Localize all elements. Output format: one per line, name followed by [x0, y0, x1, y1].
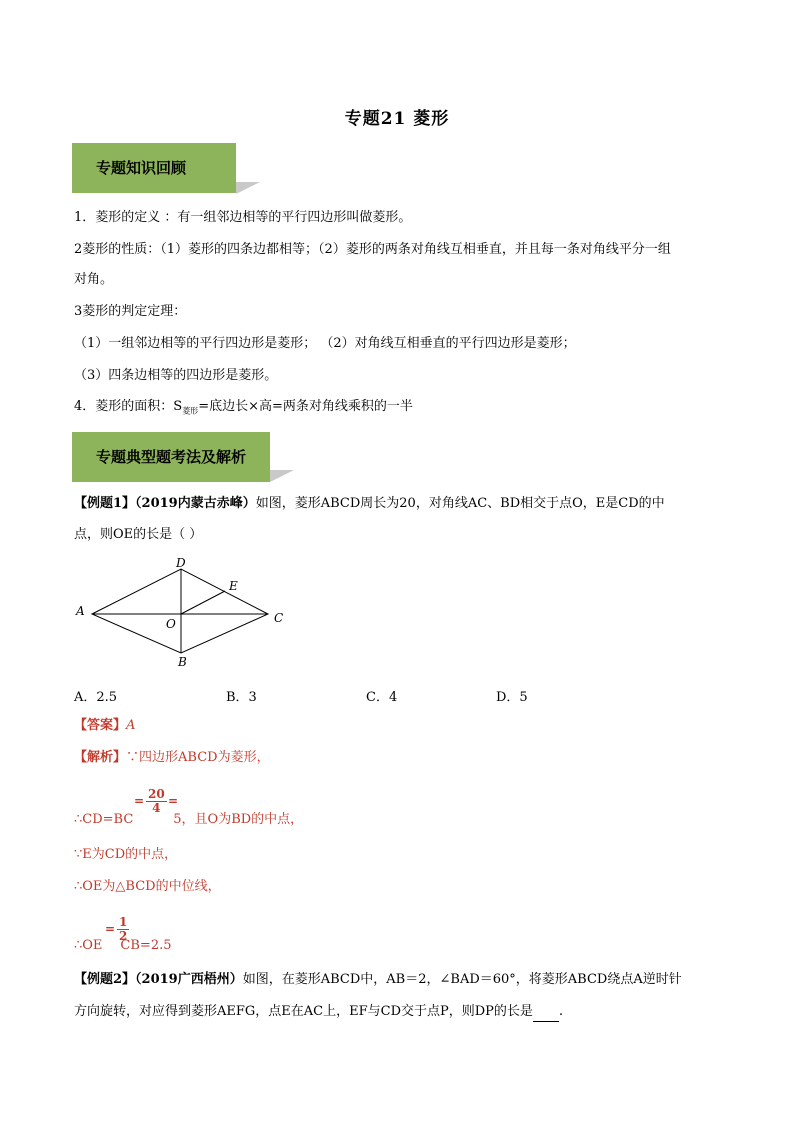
example2-question-line2 [74, 1002, 563, 1022]
fraction-numerator: 1 [119, 915, 128, 929]
answer-blank [533, 1007, 559, 1022]
analysis2-suffix: 5，且O为BD的中点， [173, 812, 304, 827]
section-banner-examples: 专题典型题考法及解析 [72, 432, 270, 482]
knowledge-item-2-cont: 对角。 [74, 272, 114, 287]
banner-tail-decoration [270, 470, 294, 482]
label-e: E [229, 579, 238, 593]
option-b: B．3 [226, 690, 257, 705]
example2-question-line1 [74, 970, 682, 990]
example1-question-text: 如图，菱形ABCD周长为20，对角线AC、BD相交于点O，E是CD的中 [255, 496, 665, 511]
example2-question-text2: 方向旋转，对应得到菱形AEFG，点E在AC上，EF与CD交于点P，则DP的长是 [74, 1004, 533, 1019]
section-banner-knowledge: 专题知识回顾 [72, 143, 236, 193]
label-a: A [76, 604, 85, 618]
analysis-line2 [74, 810, 303, 830]
area-prefix: 4．菱形的面积：S [74, 399, 183, 414]
knowledge-item-4 [74, 397, 413, 422]
answer-line [74, 716, 135, 736]
fraction-1-over-2: = 1 2 [105, 915, 128, 943]
example1-tag: 【例题1】 [74, 496, 136, 511]
analysis-line4: ∴OE为△BCD的中位线， [74, 879, 221, 894]
label-c: C [274, 611, 284, 625]
label-d: D [176, 556, 186, 570]
example1-question-line2: 点，则OE的长是（ ） [74, 527, 203, 542]
example2-end: . [558, 1004, 564, 1019]
answer-value: A [126, 718, 136, 733]
analysis-line3: ∵E为CD的中点， [74, 847, 178, 862]
analysis5-suffix: CB=2.5 [120, 938, 172, 953]
knowledge-item-1: 1．菱形的定义 ：有一组邻边相等的平行四边形叫做菱形。 [74, 210, 412, 225]
analysis-text1: ∵四边形ABCD为菱形， [126, 750, 270, 765]
knowledge-item-2: 2菱形的性质：（1）菱形的四条边都相等；（2）菱形的两条对角线互相垂直，并且每一条对角线平分一组 [74, 242, 671, 257]
fraction-numerator: 20 [148, 787, 165, 801]
area-subscript: 菱形 [182, 406, 199, 416]
page-title: 专题21 菱形 [344, 109, 450, 129]
fraction-20-over-4: = 20 4 = [134, 787, 179, 815]
analysis-tag: 【解析】 [74, 750, 127, 765]
example1-question-line1 [74, 494, 665, 514]
area-rest: =底边长×高=两条对角线乘积的一半 [198, 399, 413, 414]
example1-source: （2019内蒙古赤峰） [135, 496, 256, 511]
option-a: A．2.5 [74, 690, 118, 705]
analysis-line1 [74, 748, 270, 768]
rhombus-outline [92, 569, 268, 653]
example2-question-text: 如图，在菱形ABCD中，AB＝2，∠BAD＝60°，将菱形ABCD绕点A逆时针 [242, 972, 682, 987]
banner-tail-decoration [236, 182, 260, 194]
analysis2-prefix: ∴CD=BC [74, 812, 134, 827]
option-c: C．4 [366, 690, 398, 705]
analysis5-prefix: ∴OE [74, 938, 103, 953]
label-o: O [166, 617, 176, 631]
fraction-denominator: 2 [119, 929, 128, 943]
label-b: B [178, 655, 187, 669]
example2-source: （2019广西梧州） [135, 972, 243, 987]
answer-tag: 【答案】 [74, 718, 127, 733]
option-d: D．5 [496, 690, 528, 705]
knowledge-item-3-2: （3）四条边相等的四边形是菱形。 [74, 368, 278, 383]
knowledge-item-3-1: （1）一组邻边相等的平行四边形是菱形； （2）对角线互相垂直的平行四边形是菱形； [74, 336, 576, 351]
rhombus-figure [70, 555, 290, 670]
example2-tag: 【例题2】 [74, 972, 136, 987]
segment-oe [181, 591, 225, 614]
fraction-denominator: 4 [152, 801, 161, 815]
knowledge-item-3: 3菱形的判定定理： [74, 304, 187, 319]
